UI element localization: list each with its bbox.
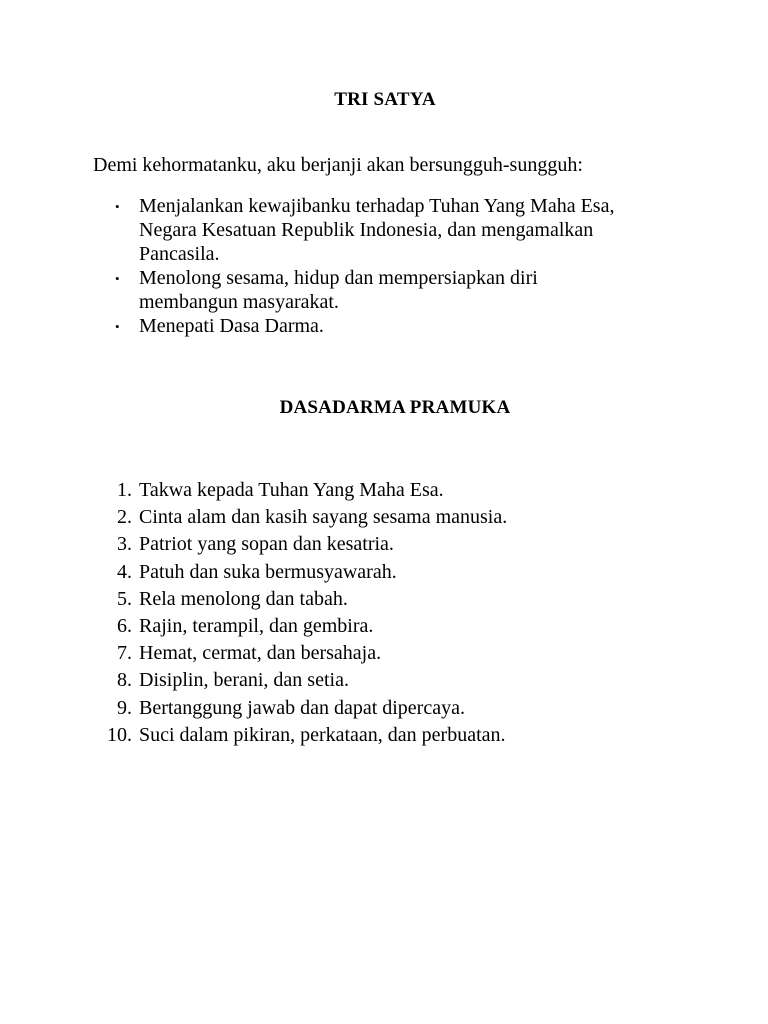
tri-satya-list — [112, 194, 712, 338]
list-item-line: Negara Kesatuan Republik Indonesia, dan mengamalkan — [139, 219, 594, 241]
list-item-text: Rela menolong dan tabah. — [139, 587, 348, 610]
list-item — [112, 266, 712, 314]
list-item-line: membangun masyarakat. — [139, 291, 339, 313]
list-item — [112, 314, 712, 338]
list-item-text: Rajin, terampil, dan gembira. — [139, 615, 374, 638]
list-item-line: Menepati Dasa Darma. — [139, 315, 324, 337]
list-item — [96, 667, 716, 694]
list-item-number: 9. — [117, 696, 132, 719]
tri-satya-title: TRI SATYA — [334, 89, 436, 110]
list-item — [96, 559, 716, 586]
tri-satya-intro: Demi kehormatanku, aku berjanji akan bersungguh-sungguh: — [93, 154, 583, 176]
bullet-icon: • — [115, 319, 120, 334]
bullet-icon: • — [115, 199, 120, 214]
list-item-text: Patriot yang sopan dan kesatria. — [139, 533, 394, 556]
list-item-text: Disiplin, berani, dan setia. — [139, 669, 349, 692]
list-item-line: Menjalankan kewajibanku terhadap Tuhan Yang Maha Esa, — [139, 195, 615, 217]
list-item-number: 4. — [117, 560, 132, 583]
list-item — [96, 722, 716, 749]
list-item — [96, 640, 716, 667]
list-item-text: Bertanggung jawab dan dapat dipercaya. — [139, 696, 465, 719]
bullet-icon: • — [115, 271, 120, 286]
list-item-number: 6. — [117, 615, 132, 638]
list-item-number: 5. — [117, 587, 132, 610]
list-item — [112, 194, 712, 266]
list-item-text: Hemat, cermat, dan bersahaja. — [139, 642, 382, 665]
list-item-number: 8. — [117, 669, 132, 692]
list-item-line: Pancasila. — [139, 243, 220, 265]
list-item — [96, 477, 716, 504]
list-item-line: Menolong sesama, hidup dan mempersiapkan diri — [139, 267, 538, 289]
list-item-text: Cinta alam dan kasih sayang sesama manusia. — [139, 506, 508, 529]
list-item — [96, 695, 716, 722]
list-item-text: Suci dalam pikiran, perkataan, dan perbuatan. — [139, 723, 506, 746]
list-item-text: Patuh dan suka bermusyawarah. — [139, 560, 397, 583]
list-item-number: 2. — [117, 506, 132, 529]
list-item — [96, 531, 716, 558]
dasadarma-list — [96, 477, 716, 749]
list-item-number: 7. — [117, 642, 132, 665]
list-item — [96, 613, 716, 640]
list-item — [96, 504, 716, 531]
list-item-number: 3. — [117, 533, 132, 556]
list-item-number: 10. — [107, 723, 132, 746]
list-item-number: 1. — [117, 479, 132, 501]
list-item-text: Takwa kepada Tuhan Yang Maha Esa. — [139, 479, 444, 501]
list-item — [96, 586, 716, 613]
dasadarma-title: DASADARMA PRAMUKA — [279, 397, 511, 418]
